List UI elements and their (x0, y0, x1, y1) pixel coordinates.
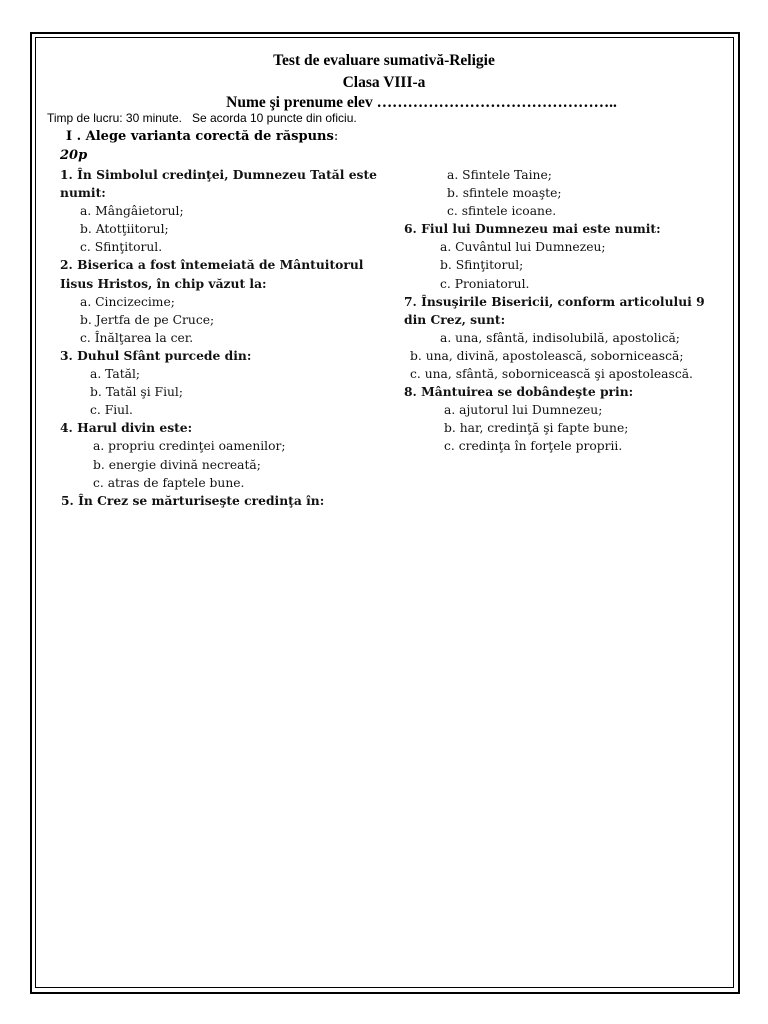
q7-option-a: a. una, sfântă, indisolubilă, apostolică; (440, 330, 680, 345)
question-5: 5. În Crez se mărturiseşte credinţa în: (61, 492, 325, 508)
q7-option-b: b. una, divină, apostolească, sobornicească; (410, 348, 684, 363)
section-label: I . Alege varianta corectă de răspuns (66, 129, 334, 144)
q1-option-a: a. Mângâietorul; (80, 204, 184, 219)
q1-option-b: b. Atotţiitorul; (80, 222, 169, 237)
q2-option-a: a. Cincizecime; (80, 294, 175, 309)
question-2: 2. Biserica a fost întemeiată de Mântuitorul Iisus Hristos, în chip văzut la: (60, 257, 364, 291)
q3-option-a: a. Tatăl; (90, 367, 141, 382)
q5-option-a: a. Sfintele Taine; (447, 168, 552, 182)
q3-option-b: b. Tatăl şi Fiul; (90, 385, 183, 400)
q8-option-b: b. har, credinţă şi fapte bune; (444, 421, 629, 436)
q2-option-c: c. Înălţarea la cer. (80, 330, 194, 345)
q7-option-c: c. una, sfântă, sobornicească şi apostolească. (410, 367, 693, 382)
section-heading (66, 128, 338, 145)
q3-option-c: c. Fiul. (90, 403, 133, 418)
q2-option-b: b. Jertfa de pe Cruce; (80, 312, 215, 327)
q6-option-b: b. Sfinţitorul; (440, 258, 524, 273)
q8-option-a: a. ajutorul lui Dumnezeu; (444, 403, 603, 418)
class-label: Clasa VIII-a (342, 74, 426, 91)
question-7: 7. Însuşirile Bisericii, conform articolului 9 din Crez, sunt: (404, 293, 705, 327)
q8-option-c: c. credinţa în forţele proprii. (444, 439, 623, 454)
section-points: 20p (60, 148, 88, 163)
section-suffix: : (333, 129, 339, 144)
q5-option-c: c. sfintele icoane. (447, 204, 557, 219)
question-1: 1. În Simbolul credinţei, Dumnezeu Tatăl este numit: (60, 167, 377, 201)
q6-option-a: a. Cuvântul lui Dumnezeu; (440, 240, 606, 255)
work-time-instructions: Timp de lucru: 30 minute. Se acorda 10 puncte din oficiu. (47, 111, 357, 125)
q4-option-b: b. energie divină necreată; (93, 457, 261, 472)
right-column (404, 166, 724, 456)
q6-option-c: c. Proniatorul. (440, 276, 530, 291)
q4-option-c: c. atras de faptele bune. (93, 475, 245, 490)
q4-option-a: a. propriu credinţei oamenilor; (93, 439, 286, 454)
question-6: 6. Fiul lui Dumnezeu mai este numit: (404, 221, 661, 237)
q5-option-b: b. sfintele moaşte; (447, 186, 562, 201)
test-title: Test de evaluare sumativă-Religie (273, 52, 495, 69)
student-name-line: Nume şi prenume elev ……………………………………….. (226, 94, 617, 111)
question-4: 4. Harul divin este: (60, 420, 193, 436)
left-column (60, 166, 395, 510)
question-3: 3. Duhul Sfânt purcede din: (60, 347, 252, 363)
question-8: 8. Mântuirea se dobândeşte prin: (404, 384, 634, 400)
q1-option-c: c. Sfinţitorul. (80, 240, 163, 255)
